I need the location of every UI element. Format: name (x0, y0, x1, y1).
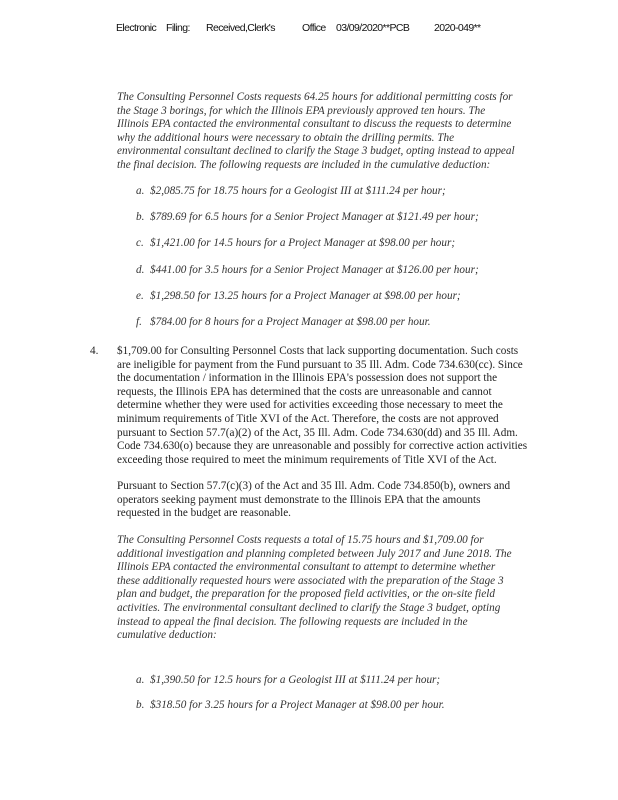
item-text: $2,085.75 for 18.75 hours for a Geologist III at $111.24 per hour; (150, 185, 446, 197)
text-line: operators seeking payment must demonstrate to the Illinois EPA that the amounts (117, 493, 481, 506)
item-letter: c. (136, 237, 144, 250)
text-line: why the additional hours were necessary to obtain the drilling permits. The (117, 131, 455, 144)
item-text: $784.00 for 8 hours for a Project Manager at $98.00 per hour. (150, 316, 431, 328)
text-line: plan and budget, the preparation for the proposed field activities, or the on-site field (117, 588, 495, 601)
text-line: the Stage 3 borings, for which the Illinois EPA previously approved ten hours. The (117, 104, 486, 117)
header-word: 2020-049** (434, 22, 481, 34)
text-line: The Consulting Personnel Costs requests a total of 15.75 hours and $1,709.00 for (117, 534, 484, 546)
item-number: 4. (90, 345, 99, 357)
item-text: $1,298.50 for 13.25 hours for a Project Manager at $98.00 per hour; (150, 289, 461, 302)
text-line: activities. The environmental consultant declined to clarify the Stage 3 budget, opting (117, 601, 501, 614)
text-line: requested in the budget are reasonable. (117, 507, 291, 520)
text-line: requests, the Illinois EPA has determined that the costs are unreasonable and cannot (117, 385, 492, 398)
text-line: pursuant to Section 57.7(a)(2) of the Act, 35 Ill. Adm. Code 734.630(dd) and 35 Ill. Adm. (117, 426, 518, 439)
text-line: Illinois EPA contacted the environmental consultant to discuss the requests to determine (117, 118, 512, 131)
item-letter: a. (136, 185, 145, 197)
header-word: Received,Clerk's (206, 22, 275, 34)
item-letter: a. (136, 674, 145, 686)
text-line: Pursuant to Section 57.7(c)(3) of the Act and 35 Ill. Adm. Code 734.850(b), owners and (117, 480, 511, 492)
item-text: $789.69 for 6.5 hours for a Senior Project Manager at $121.49 per hour; (150, 211, 479, 224)
text-line: additional investigation and planning completed between July 2017 and June 2018. The (117, 547, 512, 560)
text-line: the documentation / information in the Illinois EPA's possession does not support the (117, 372, 498, 385)
item-text: $1,421.00 for 14.5 hours for a Project Manager at $98.00 per hour; (150, 237, 456, 250)
text-line: are ineligible for payment from the Fund pursuant to 35 Ill. Adm. Code 734.630(cc). Since (117, 358, 523, 371)
text-line: Code 734.630(o) because they are unreasonable and possibly for corrective action activities (117, 440, 528, 453)
item-letter: f. (136, 316, 142, 328)
item-letter: b. (136, 211, 145, 224)
item-letter: d. (136, 263, 145, 276)
text-line: cumulative deduction: (117, 629, 217, 642)
header-word: Filing: (166, 22, 190, 34)
item-letter: e. (136, 289, 144, 302)
text-line: these additionally requested hours were associated with the preparation of the Stage 3 (117, 574, 504, 587)
text-line: determine whether they were used for activities exceeding those necessary to meet the (117, 399, 503, 412)
paragraph-investigation-costs (117, 534, 512, 643)
paragraph-item-4 (117, 345, 527, 467)
text-line: Illinois EPA contacted the environmental consultant to attempt to determine whether (117, 561, 496, 574)
header-word: Office (302, 22, 326, 34)
item-text: $1,390.50 for 12.5 hours for a Geologist III at $111.24 per hour; (150, 674, 441, 686)
text-line: exceeding those required to meet the minimum requirements of Title XVI of the Act. (117, 453, 497, 466)
text-line: instead to appeal the final decision. The following requests are included in the (117, 615, 468, 628)
text-line: minimum requirements of Title XVI of the Act. Therefore, the costs are not approved (117, 412, 499, 425)
item-letter: b. (136, 699, 145, 711)
text-line: environmental consultant declined to clarify the Stage 3 budget, opting instead to appeal (117, 145, 515, 158)
item-text: $318.50 for 3.25 hours for a Project Manager at $98.00 per hour. (150, 699, 445, 711)
paragraph-pursuant (117, 480, 510, 521)
header-word: Electronic (116, 22, 157, 34)
paragraph-permitting-costs (117, 91, 515, 173)
text-line: the final decision. The following requests are included in the cumulative deduction: (117, 158, 491, 171)
header-word: 03/09/2020**PCB (336, 22, 410, 34)
item-text: $441.00 for 3.5 hours for a Senior Project Manager at $126.00 per hour; (150, 263, 479, 276)
text-line: $1,709.00 for Consulting Personnel Costs that lack supporting documentation. Such costs (117, 345, 519, 357)
text-line: The Consulting Personnel Costs requests 64.25 hours for additional permitting costs for (117, 91, 513, 103)
